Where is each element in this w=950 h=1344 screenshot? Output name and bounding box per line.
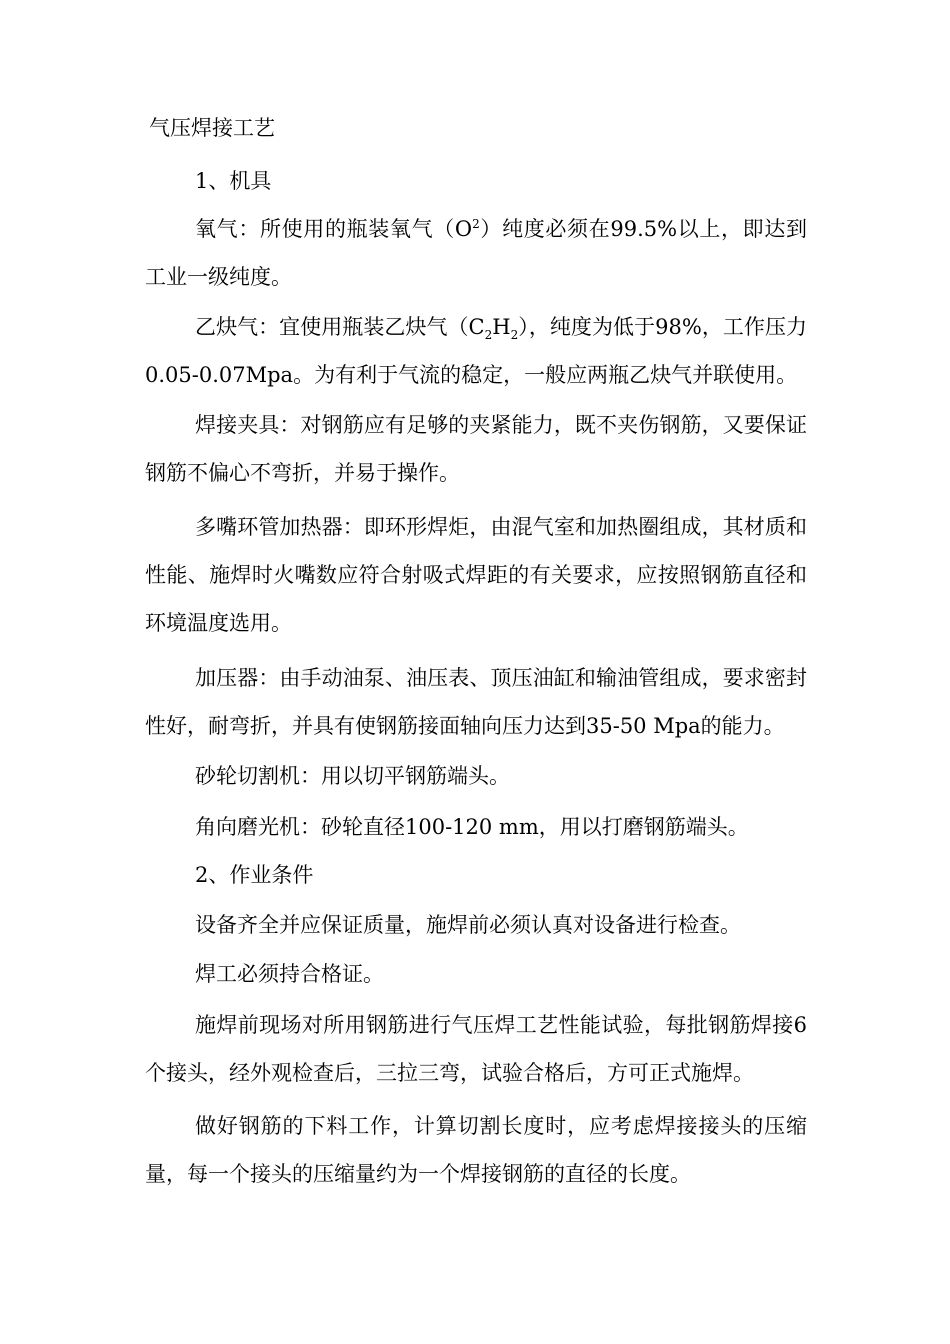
paragraph-heater: 多嘴环管加热器：即环形焊炬，由混气室和加热圈组成，其材质和性能、施焊时火嘴数应符合射吸式焊距的有关要求，应按照钢筋直径和环境温度选用。 [145, 515, 807, 635]
paragraph-oxygen: 氧气：所使用的瓶装氧气$(O^2)$纯度必须在99.5%以上，即达到工业一级纯度。 [145, 217, 808, 289]
paragraph-grinder: 角向磨光机：砂轮直径100-120 mm，用以打磨钢筋端头。 [195, 815, 749, 839]
paragraph-welder: 焊工必须持合格证。 [195, 962, 384, 986]
paragraph-acetylene: 乙炔气：宜使用瓶装乙炔气$(C_2H_2)$，纯度为低于98%，工作压力0.05-0.07Mpa。为有利于气流的稳定，一般应两瓶乙炔气并联使用。 [145, 315, 807, 387]
section-heading: 1、机具 [195, 169, 272, 193]
paragraph-cutter: 砂轮切割机：用以切平钢筋端头。 [195, 764, 510, 788]
paragraph-cutting: 做好钢筋的下料工作，计算切割长度时，应考虑焊接接头的压缩量，每一个接头的压缩量约为一个焊接钢筋的直径的长度。 [145, 1114, 807, 1186]
document-title: 气压焊接工艺 [149, 116, 275, 140]
paragraph-pressurizer: 加压器：由手动油泵、油压表、顶压油缸和输油管组成，要求密封性好，耐弯折，并具有使钢筋接面轴向压力达到35-50 Mpa的能力。 [145, 666, 807, 738]
section-heading: 2、作业条件 [195, 863, 314, 887]
paragraph-clamp: 焊接夹具：对钢筋应有足够的夹紧能力，既不夹伤钢筋，又要保证钢筋不偏心不弯折，并易于操作。 [145, 413, 807, 485]
paragraph-equipment: 设备齐全并应保证质量，施焊前必须认真对设备进行检查。 [195, 913, 741, 937]
paragraph-test: 施焊前现场对所用钢筋进行气压焊工艺性能试验，每批钢筋焊接6个接头，经外观检查后，三拉三弯，试验合格后，方可正式施焊。 [145, 1013, 807, 1085]
